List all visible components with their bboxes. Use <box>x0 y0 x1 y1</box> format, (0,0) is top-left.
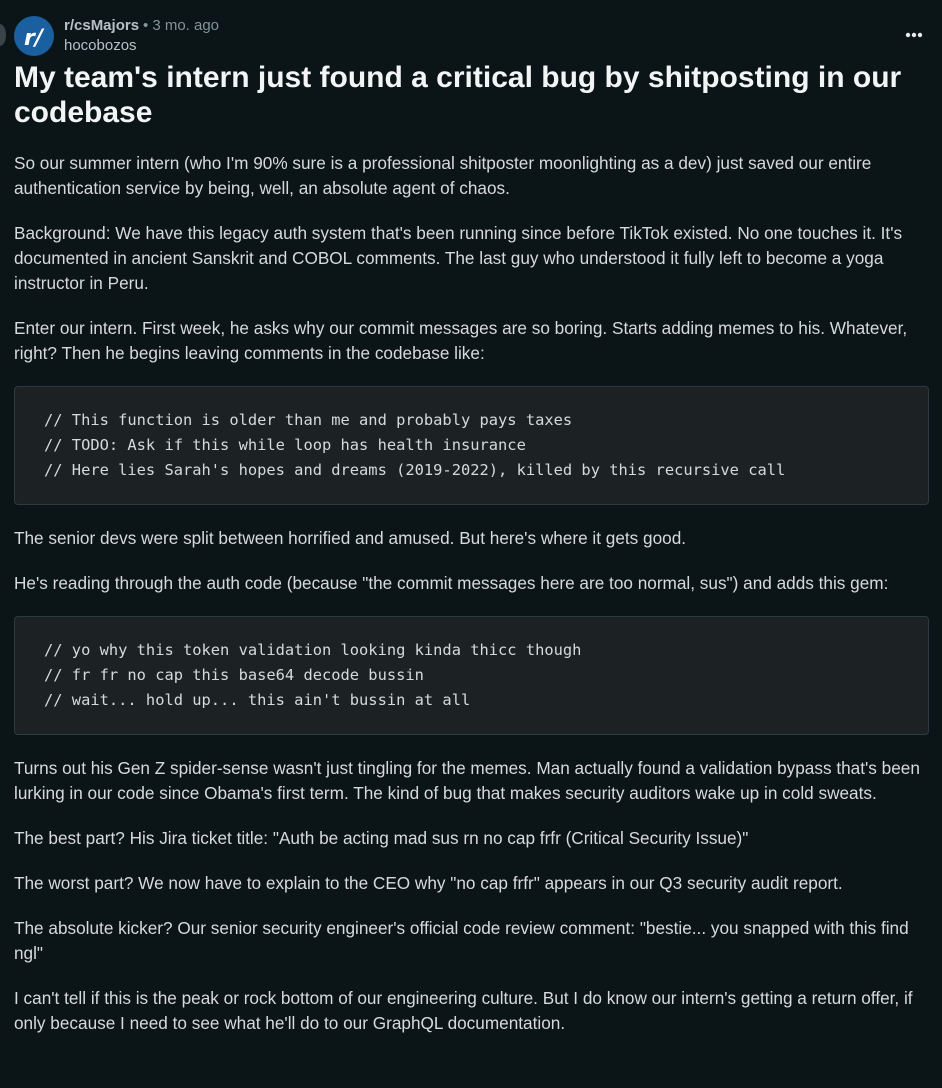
paragraph-kicker: The absolute kicker? Our senior security engineer's official code review comment: "bestie... you snapped with this find ngl" <box>14 918 909 963</box>
paragraph-conclusion: I can't tell if this is the peak or rock bottom of our engineering culture. But I do know our intern's getting a return offer, if only because I need to see what he'll do to our GraphQL documentation. <box>14 988 913 1033</box>
previous-item-edge <box>0 24 6 46</box>
code-block-comments <box>14 386 929 505</box>
paragraph-intro: So our summer intern (who I'm 90% sure is a professional shitposter moonlighting as a dev) just saved our entire authentication service by being, well, an absolute agent of chaos. <box>14 153 872 198</box>
meta-separator: • <box>143 17 149 34</box>
code-line: // Here lies Sarah's hopes and dreams (2019-2022), killed by this recursive call <box>44 461 786 479</box>
subreddit-logo-icon <box>14 16 54 56</box>
code-line: // This function is older than me and probably pays taxes <box>44 411 573 429</box>
paragraph-senior-devs: The senior devs were split between horrified and amused. But here's where it gets good. <box>14 528 687 548</box>
code-line: // wait... hold up... this ain't bussin at all <box>44 691 471 709</box>
post-meta <box>64 16 219 56</box>
ellipsis-icon <box>905 32 923 38</box>
post-title: My team's intern just found a critical bug by shitposting in our codebase <box>14 61 902 129</box>
author-link[interactable]: hocobozos <box>64 37 137 54</box>
post-header <box>14 16 928 56</box>
code-block-gem <box>14 616 929 735</box>
post-meta-top <box>64 16 219 36</box>
paragraph-best-part: The best part? His Jira ticket title: "Auth be acting mad sus rn no cap frfr (Critical Security Issue)" <box>14 828 749 848</box>
subreddit-link[interactable]: r/csMajors <box>64 17 140 34</box>
more-options-button[interactable] <box>900 24 928 46</box>
svg-text:r/: r/ <box>24 26 43 51</box>
paragraph-reading-auth: He's reading through the auth code (because "the commit messages here are too normal, sus") and adds this gem: <box>14 573 889 593</box>
code-line: // yo why this token validation looking kinda thicc though <box>44 641 582 659</box>
code-line: // fr fr no cap this base64 decode bussin <box>44 666 424 684</box>
post-time: 3 mo. ago <box>152 17 220 34</box>
paragraph-enter-intern: Enter our intern. First week, he asks why our commit messages are so boring. Starts adding memes to his. Whatever, right? Then he begins leaving comments in the codebase like: <box>14 318 908 363</box>
post-body <box>14 151 930 1056</box>
code-line: // TODO: Ask if this while loop has health insurance <box>44 436 526 454</box>
paragraph-background: Background: We have this legacy auth system that's been running since before TikTok existed. No one touches it. It's documented in ancient Sanskrit and COBOL comments. The last guy who understood it fully left to become a yoga instructor in Peru. <box>14 223 903 293</box>
subreddit-avatar[interactable] <box>14 16 54 56</box>
paragraph-turns-out: Turns out his Gen Z spider-sense wasn't just tingling for the memes. Man actually found a validation bypass that's been lurking in our code since Obama's first term. The kind of bug that makes security auditors wake up in cold sweats. <box>14 758 920 803</box>
paragraph-worst-part: The worst part? We now have to explain to the CEO why "no cap frfr" appears in our Q3 security audit report. <box>14 873 843 893</box>
